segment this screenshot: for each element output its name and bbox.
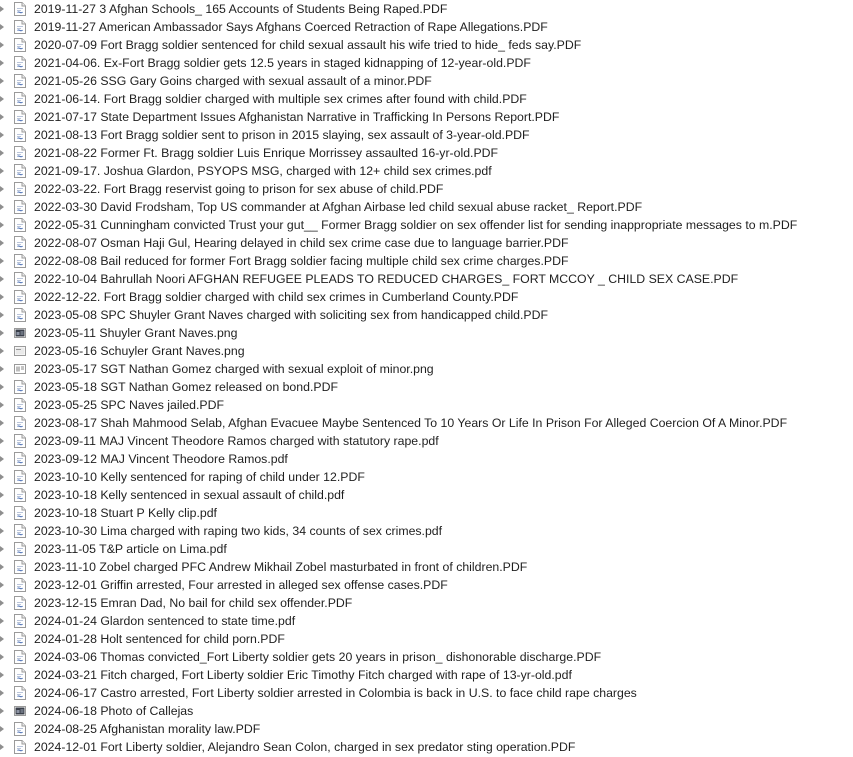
file-name: 2019-11-27 American Ambassador Says Afghans Coerced Retraction of Rape Allegations.PDF [34,20,548,34]
disclosure-arrow-icon[interactable] [0,24,4,30]
file-row[interactable] [0,90,853,108]
file-row[interactable] [0,306,853,324]
file-row[interactable] [0,198,853,216]
pdf-document-icon [14,542,26,556]
file-name: 2023-10-10 Kelly sentenced for raping of child under 12.PDF [34,470,365,484]
file-row[interactable] [0,162,853,180]
pdf-document-icon [14,596,26,610]
file-name: 2022-05-31 Cunningham convicted Trust your gut__ Former Bragg soldier on sex offender list for sending inappropriate messages to m.PDF [34,218,798,232]
file-name: 2023-05-16 Schuyler Grant Naves.png [34,344,245,358]
image-thumbnail-dark-icon [14,326,26,340]
disclosure-arrow-icon[interactable] [0,420,4,426]
disclosure-arrow-icon[interactable] [0,240,4,246]
file-row[interactable] [0,126,853,144]
disclosure-arrow-icon[interactable] [0,312,4,318]
disclosure-arrow-icon[interactable] [0,204,4,210]
file-row[interactable] [0,576,853,594]
pdf-document-icon [14,56,26,70]
pdf-document-icon [14,470,26,484]
file-row[interactable] [0,432,853,450]
file-row[interactable] [0,288,853,306]
file-name: 2024-08-25 Afghanistan morality law.PDF [34,722,261,736]
disclosure-arrow-icon[interactable] [0,618,4,624]
disclosure-arrow-icon[interactable] [0,528,4,534]
file-row[interactable] [0,180,853,198]
pdf-document-icon [14,146,26,160]
disclosure-arrow-icon[interactable] [0,186,4,192]
disclosure-arrow-icon[interactable] [0,222,4,228]
file-row[interactable] [0,504,853,522]
pdf-document-icon [14,722,26,736]
disclosure-arrow-icon[interactable] [0,42,4,48]
file-row[interactable] [0,360,853,378]
file-name: 2023-09-11 MAJ Vincent Theodore Ramos charged with statutory rape.pdf [34,434,439,448]
disclosure-arrow-icon[interactable] [0,600,4,606]
disclosure-arrow-icon[interactable] [0,456,4,462]
file-name: 2022-08-08 Bail reduced for former Fort Bragg soldier facing multiple child sex crime charges.PDF [34,254,569,268]
file-row[interactable] [0,594,853,612]
disclosure-arrow-icon[interactable] [0,78,4,84]
file-name: 2021-05-26 SSG Gary Goins charged with sexual assault of a minor.PDF [34,74,432,88]
pdf-document-icon [14,686,26,700]
file-name: 2021-09-17. Joshua Glardon, PSYOPS MSG, charged with 12+ child sex crimes.pdf [34,164,492,178]
image-thumbnail-light-icon [14,344,26,358]
file-name: 2024-03-21 Fitch charged, Fort Liberty soldier Eric Timothy Fitch charged with rape of 13-yr-old.pdf [34,668,572,682]
disclosure-arrow-icon[interactable] [0,546,4,552]
disclosure-arrow-icon[interactable] [0,582,4,588]
disclosure-arrow-icon[interactable] [0,636,4,642]
file-name: 2021-08-22 Former Ft. Bragg soldier Luis Enrique Morrissey assaulted 16-yr-old.PDF [34,146,499,160]
file-name: 2023-05-11 Shuyler Grant Naves.png [34,326,238,340]
file-row[interactable] [0,324,853,342]
file-row[interactable] [0,486,853,504]
file-name: 2022-12-22. Fort Bragg soldier charged with child sex crimes in Cumberland County.PDF [34,290,519,304]
file-name: 2022-08-07 Osman Haji Gul, Hearing delayed in child sex crime case due to language barrier.PDF [34,236,569,250]
pdf-document-icon [14,200,26,214]
disclosure-arrow-icon[interactable] [0,150,4,156]
pdf-document-icon [14,74,26,88]
pdf-document-icon [14,128,26,142]
disclosure-arrow-icon[interactable] [0,366,4,372]
pdf-document-icon [14,2,26,16]
file-row[interactable] [0,0,853,18]
pdf-document-icon [14,578,26,592]
disclosure-arrow-icon[interactable] [0,438,4,444]
disclosure-arrow-icon[interactable] [0,744,4,750]
disclosure-arrow-icon[interactable] [0,708,4,714]
file-name: 2023-11-10 Zobel charged PFC Andrew Mikhail Zobel masturbated in front of children.PDF [34,560,528,574]
pdf-document-icon [14,272,26,286]
disclosure-arrow-icon[interactable] [0,564,4,570]
file-row[interactable] [0,450,853,468]
image-thumbnail-dark-icon [14,704,26,718]
file-row[interactable] [0,738,853,756]
file-row[interactable] [0,108,853,126]
file-row[interactable] [0,72,853,90]
disclosure-arrow-icon[interactable] [0,6,4,12]
file-row[interactable] [0,414,853,432]
disclosure-arrow-icon[interactable] [0,726,4,732]
pdf-document-icon [14,236,26,250]
pdf-document-icon [14,290,26,304]
file-row[interactable] [0,540,853,558]
file-name: 2023-05-18 SGT Nathan Gomez released on bond.PDF [34,380,338,394]
disclosure-arrow-icon[interactable] [0,258,4,264]
pdf-document-icon [14,218,26,232]
file-name: 2020-07-09 Fort Bragg soldier sentenced for child sexual assault his wife tried to hide_ feds say.PDF [34,38,582,52]
image-thumbnail-doc-icon [14,362,26,376]
file-name: 2023-05-08 SPC Shuyler Grant Naves charged with soliciting sex from handicapped child.PDF [34,308,548,322]
file-row[interactable] [0,702,853,720]
pdf-document-icon [14,506,26,520]
file-name: 2023-05-17 SGT Nathan Gomez charged with sexual exploit of minor.png [34,362,434,376]
pdf-document-icon [14,560,26,574]
file-name: 2024-06-18 Photo of Callejas [34,704,194,718]
file-name: 2023-08-17 Shah Mahmood Selab, Afghan Evacuee Maybe Sentenced To 10 Years Or Life In Prison For Alleged Coercion Of A Minor.PDF [34,416,788,430]
disclosure-arrow-icon[interactable] [0,510,4,516]
pdf-document-icon [14,740,26,754]
file-row[interactable] [0,342,853,360]
pdf-document-icon [14,434,26,448]
disclosure-arrow-icon[interactable] [0,276,4,282]
file-name: 2022-03-22. Fort Bragg reservist going to prison for sex abuse of child.PDF [34,182,444,196]
file-row[interactable] [0,684,853,702]
disclosure-arrow-icon[interactable] [0,294,4,300]
file-row[interactable] [0,612,853,630]
disclosure-arrow-icon[interactable] [0,384,4,390]
pdf-document-icon [14,614,26,628]
pdf-document-icon [14,254,26,268]
disclosure-arrow-icon[interactable] [0,60,4,66]
disclosure-arrow-icon[interactable] [0,672,4,678]
pdf-document-icon [14,398,26,412]
file-row[interactable] [0,252,853,270]
file-name: 2023-10-30 Lima charged with raping two kids, 34 counts of sex crimes.pdf [34,524,443,538]
file-row[interactable] [0,522,853,540]
file-row[interactable] [0,666,853,684]
pdf-document-icon [14,164,26,178]
file-row[interactable] [0,36,853,54]
file-name: 2024-01-24 Glardon sentenced to state time.pdf [34,614,296,628]
file-row[interactable] [0,216,853,234]
pdf-document-icon [14,488,26,502]
pdf-document-icon [14,20,26,34]
file-name: 2024-06-17 Castro arrested, Fort Liberty soldier arrested in Colombia is back in U.S. to face child rape charges [34,686,637,700]
file-name: 2021-04-06. Ex-Fort Bragg soldier gets 12.5 years in staged kidnapping of 12-year-old.PDF [34,56,531,70]
file-name: 2024-01-28 Holt sentenced for child porn.PDF [34,632,285,646]
disclosure-arrow-icon[interactable] [0,474,4,480]
file-name: 2023-10-18 Stuart P Kelly clip.pdf [34,506,217,520]
pdf-document-icon [14,668,26,682]
disclosure-arrow-icon[interactable] [0,168,4,174]
file-name: 2023-12-15 Emran Dad, No bail for child sex offender.PDF [34,596,353,610]
file-name: 2023-05-25 SPC Naves jailed.PDF [34,398,225,412]
file-name: 2021-07-17 State Department Issues Afghanistan Narrative in Trafficking In Persons Report.PDF [34,110,560,124]
pdf-document-icon [14,524,26,538]
pdf-document-icon [14,182,26,196]
pdf-document-icon [14,38,26,52]
pdf-document-icon [14,632,26,646]
file-name: 2021-06-14. Fort Bragg soldier charged with multiple sex crimes after found with child.PDF [34,92,527,106]
file-name: 2019-11-27 3 Afghan Schools_ 165 Accounts of Students Being Raped.PDF [34,2,448,16]
file-row[interactable] [0,558,853,576]
pdf-document-icon [14,308,26,322]
disclosure-arrow-icon[interactable] [0,114,4,120]
file-row[interactable] [0,396,853,414]
file-name: 2023-12-01 Griffin arrested, Four arrested in alleged sex offense cases.PDF [34,578,448,592]
disclosure-arrow-icon[interactable] [0,330,4,336]
file-row[interactable] [0,720,853,738]
file-name: 2024-03-06 Thomas convicted_Fort Liberty soldier gets 20 years in prison_ dishonorable discharge.PDF [34,650,602,664]
disclosure-arrow-icon[interactable] [0,96,4,102]
file-row[interactable] [0,468,853,486]
disclosure-arrow-icon[interactable] [0,132,4,138]
disclosure-arrow-icon[interactable] [0,492,4,498]
file-name: 2023-10-18 Kelly sentenced in sexual assault of child.pdf [34,488,345,502]
pdf-document-icon [14,380,26,394]
pdf-document-icon [14,416,26,430]
file-name: 2023-09-12 MAJ Vincent Theodore Ramos.pdf [34,452,288,466]
pdf-document-icon [14,92,26,106]
pdf-document-icon [14,650,26,664]
file-name: 2021-08-13 Fort Bragg soldier sent to prison in 2015 slaying, sex assault of 3-year-old.PDF [34,128,530,142]
file-name: 2023-11-05 T&P article on Lima.pdf [34,542,227,556]
pdf-document-icon [14,110,26,124]
disclosure-arrow-icon[interactable] [0,402,4,408]
file-row[interactable] [0,144,853,162]
file-name: 2022-10-04 Bahrullah Noori AFGHAN REFUGEE PLEADS TO REDUCED CHARGES_ FORT MCCOY _ CHILD SEX CASE.PDF [34,272,739,286]
disclosure-arrow-icon[interactable] [0,690,4,696]
file-row[interactable] [0,54,853,72]
disclosure-arrow-icon[interactable] [0,654,4,660]
file-row[interactable] [0,630,853,648]
file-name: 2024-12-01 Fort Liberty soldier, Alejandro Sean Colon, charged in sex predator sting operation.PDF [34,740,576,754]
pdf-document-icon [14,452,26,466]
file-row[interactable] [0,234,853,252]
file-row[interactable] [0,270,853,288]
file-row[interactable] [0,378,853,396]
disclosure-arrow-icon[interactable] [0,348,4,354]
file-row[interactable] [0,648,853,666]
file-row[interactable] [0,18,853,36]
file-name: 2022-03-30 David Frodsham, Top US commander at Afghan Airbase led child sexual abuse racket_ Report.PDF [34,200,643,214]
